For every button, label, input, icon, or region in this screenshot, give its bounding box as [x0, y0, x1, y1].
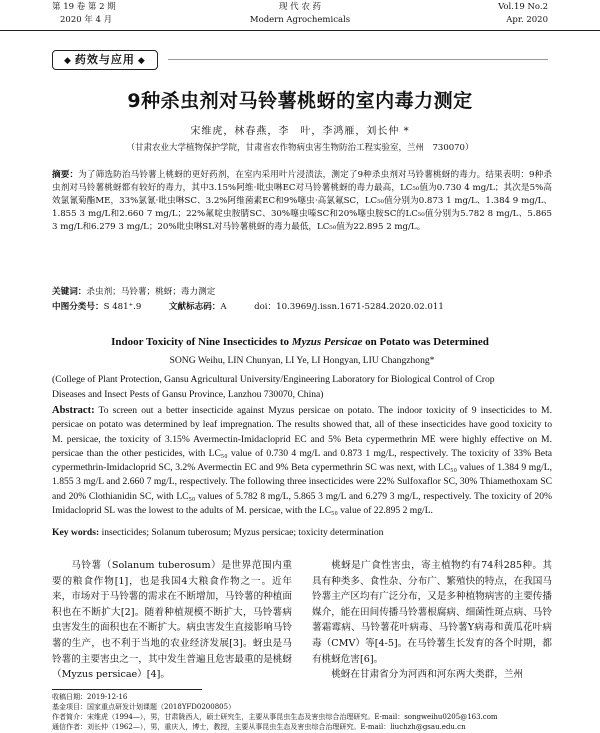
affiliation-cn: （甘肃农业大学植物保护学院，甘肃省农作物病虫害生物防治工程实验室，兰州 730070）	[126, 143, 474, 153]
section-divider	[168, 59, 548, 60]
footnote-corresponding: 通信作者：刘长仲（1962—），男，重庆人，博士，教授，主要从事昆虫生态及害虫综合治理研究。E-mail：liuchzh@gsau.edu.cn	[52, 723, 466, 731]
affiliation-en-line1: (College of Plant Protection, Gansu Agricultural University/Engineering Laboratory for Biological Control of Crop	[52, 374, 495, 385]
title-en-post: on Potato was Determined	[362, 336, 489, 348]
abstract-cn-label: 摘要：	[52, 170, 79, 180]
keywords-en-label: Key words:	[52, 527, 100, 538]
body-paragraph: 桃蚜在甘肃省分为河西和河东两大类群，兰州	[331, 669, 524, 681]
paper-title-cn: 9种杀虫剂对马铃薯桃蚜的室内毒力测定	[127, 90, 473, 112]
header-journal-cn: 现 代 农 药	[278, 2, 322, 12]
abstract-en	[52, 404, 552, 518]
header-date-en: Apr. 2020	[506, 15, 548, 25]
diamond-icon: ◆	[137, 56, 146, 66]
keywords-cn	[52, 286, 552, 298]
paper-title-en	[0, 336, 600, 348]
header-journal-en: Modern Agrochemicals	[249, 15, 351, 25]
abstract-cn	[52, 169, 552, 234]
classification-line	[52, 301, 552, 313]
section-tag-label: 药效与应用	[74, 53, 135, 66]
abstract-cn-text: 为了筛选防治马铃薯上桃蚜的更好药剂，在室内采用叶片浸渍法，测定了9种杀虫剂对马铃薯桃蚜的毒力。结果表明：9种杀虫剂对马铃薯桃蚜都有较好的毒力，其中3.15%阿维·吡虫啉EC对马铃薯桃蚜的毒力最高，LC₅₀值为0.730 4 mg/L；其次是5%高效氯氰菊酯ME，33%氯氰·吡虫啉SC、3.2%阿维菌素EC和9%噻虫·高氯氟SC，LC₅₀值分别为0.873 1 mg/L、1.384 9 mg/L、1.855 3 mg/L和2.660 7 mg/L；22%氟啶虫胺腈SC、30%噻虫嗪SC和20%噻虫胺SC的LC₅₀值分别为5.782 8 mg/L、5.865 3 mg/L和6.279 3 mg/L；20%吡虫啉SL对马铃薯桃蚜的毒力最低，LC₅₀值为22.895 2 mg/L。	[52, 170, 552, 232]
diamond-icon: ◆	[64, 56, 72, 66]
title-en-pre: Indoor Toxicity of Nine Insecticides to	[111, 336, 292, 348]
doi-link[interactable]: 10.3969/j.issn.1671-5284.2020.02.011	[276, 302, 444, 312]
authors-cn: 宋维虎，林春燕，李 叶，李鸿雁，刘长仲 *	[190, 126, 410, 137]
clc-code: S 481⁺.9	[103, 302, 142, 312]
keywords-en	[52, 526, 552, 539]
header-date-cn: 2020 年 4 月	[60, 15, 113, 25]
authors-en: SONG Weihu, LIN Chunyan, LI Ye, LI Hongyan, LIU Changzhong*	[169, 355, 435, 366]
doi-label: doi：	[254, 302, 277, 312]
doc-code: A	[220, 302, 227, 312]
header-volume-en: Vol.19 No.2	[498, 2, 548, 12]
body-paragraph: 马铃薯（Solanum tuberosum）是世界范围内重要的粮食作物[1]，也是我国4大粮食作物之一。近年来，市场对于马铃薯的需求在不断增加，马铃薯的种植面积也在不断扩大[2]。随着种植规模不断扩大，马铃薯病虫害发生的面积也在不断扩大。病虫害发生直接影响马铃薯的生产，也不利于当地的农业经济发展[3]。蚜虫是马铃薯的主要害虫之一，其中发生普遍且危害最重的是桃蚜（Myzus persicae）[4]。	[52, 560, 292, 681]
body-column-right	[312, 558, 552, 683]
header-volume-cn: 第 19 卷 第 2 期	[52, 2, 116, 12]
keywords-en-text: insecticides; Solanum tuberosum; Myzus persicae; toxicity determination	[101, 527, 384, 538]
doc-code-label: 文献标志码：	[168, 302, 221, 312]
keywords-cn-label: 关键词：	[52, 287, 87, 297]
body-paragraph: 桃蚜是广食性害虫，寄主植物约有74科285种。其具有种类多、食性杂、分布广、繁殖快的特点，在我国马铃薯主产区均有广泛分布，又是多种植物病害的主要传播媒介，能在田间传播马铃薯根腐病、细菌性斑点病、马铃薯霜霉病、马铃薯花叶病毒、马铃薯Y病毒和黄瓜花叶病毒（CMV）等[4-5]。在马铃薯生长发育的各个时期，都有桃蚜危害[6]。	[312, 560, 552, 665]
abstract-en-text: To screen out a better insecticide against Myzus persicae on potato. The indoor toxicity of 9 insecticides to M. persicae on potato was determined by leaf impregnation. The results showed that, all of these insecticides have good toxicity to M. persicae, the toxicity of 3.15% Avermectin-Imidacloprid EC and 5% Beta cypermethrin ME were highly effective on M. persicae than the other pesticides, with LC₅₀ value of 0.730 4 mg/L and 0.873 1 mg/L, respectively. The toxicity of 33% Beta cypermethrin-Imidacloprid SC, 3.2% Avermectin EC and 9% Beta cypermethrin SC was next, with LC₅₀ values of 1.384 9 mg/L, 1.855 3 mg/L and 2.660 7 mg/L, respectively. The following three insecticides were 22% Sulfoxaflor SC, 30% Thiamethoxam SC and 20% Clothianidin SC, with LC₅₀ values of 5.782 8 mg/L, 5.865 3 mg/L and 6.279 3 mg/L, respectively. The toxicity of 20% Imidacloprid SL was the lowest to the adults of M. persicae, with the LC₅₀ value of 22.895 2 mg/L.	[52, 405, 552, 517]
title-en-species: Myzus Persicae	[291, 336, 363, 348]
body-column-left	[52, 558, 292, 683]
section-tag	[52, 50, 158, 70]
keywords-cn-text: 杀虫剂；马铃薯；桃蚜；毒力测定	[86, 287, 216, 297]
footnote-received: 收稿日期：2019-12-16	[52, 693, 128, 701]
abstract-en-label: Abstract:	[52, 405, 95, 416]
clc-label: 中图分类号：	[52, 302, 104, 312]
affiliation-en-line2: Diseases and Insect Pests of Gansu Province, Lanzhou 730070, China)	[52, 389, 324, 400]
footnote-author: 作者简介：宋维虎（1994—），男，甘肃陇西人，硕士研究生，主要从事昆虫生态及害虫综合治理研究。E-mail：songweihu0205@163.com	[52, 713, 498, 721]
footnote-divider	[52, 689, 202, 690]
footnote-fund: 基金项目：国家重点研发计划课题（2018YFD0200805）	[52, 703, 236, 711]
